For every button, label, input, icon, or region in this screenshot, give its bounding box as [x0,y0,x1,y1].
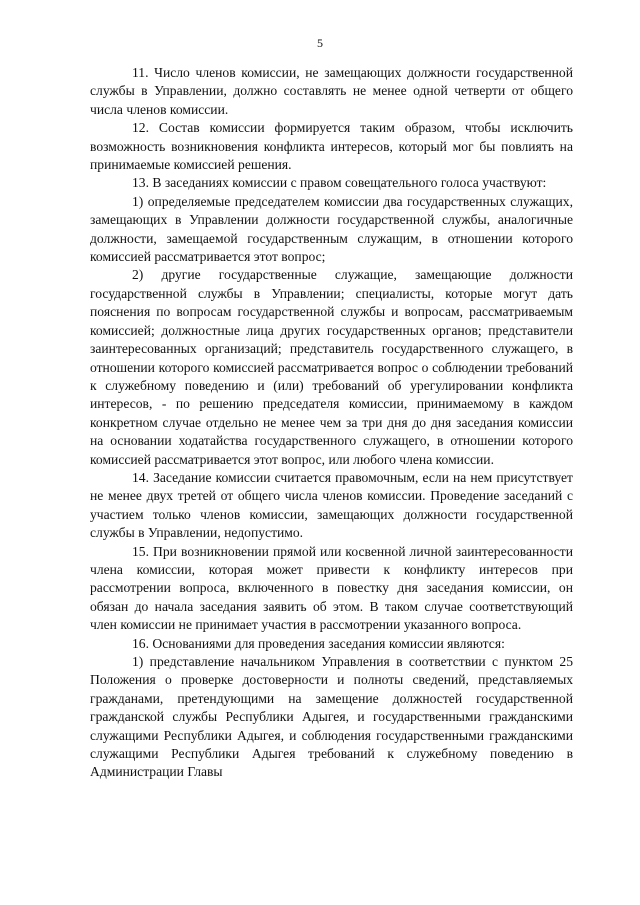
paragraph-15: 15. При возникновении прямой или косвенной личной заинтересованности члена комиссии, которая может привести к конфликту интересов при рассмотрении вопроса, включенного в повестку дня заседания комиссии, он обязан до начала заседания заявить об этом. В таком случае соответствующий член комиссии не принимает участия в рассмотрении указанного вопроса. [90,543,573,633]
paragraph-14: 14. Заседание комиссии считается правомочным, если на нем присутствует не менее двух третей от общего числа членов комиссии. Проведение заседаний с участием только членов комиссии, замещающих должности государственной службы в Управлении, недопустимо. [90,469,573,541]
paragraph-13-item-2: 2) другие государственные служащие, замещающие должности государственной службы в Управлении; специалисты, которые могут дать пояснения по вопросам государственной службы и вопросам, рассматриваемым комиссией; должностные лица других государственных органов; представители заинтересованных организаций; представитель государственного служащего, в отношении которого комиссией рассматривается вопрос о соблюдении требований к служебному поведению и (или) требований об урегулировании конфликта интересов, - по решению председателя комиссии, принимаемому в каждом конкретном случае отдельно не менее чем за три дня до дня заседания комиссии на основании ходатайства государственного служащего, в отношении которого комиссией рассматривается этот вопрос, или любого члена комиссии. [90,267,573,467]
page-number: 5 [317,36,323,50]
paragraph-16-item-1: 1) представление начальником Управления в соответствии с пунктом 25 Положения о проверке достоверности и полноты сведений, представляемых гражданами, претендующими на замещение должностей государственной гражданской службы Республики Адыгея, и государственными гражданскими служащими Республики Адыгея, и соблюдения государственными гражданскими служащими Республики Адыгея требований к служебному поведению в Администрации Главы [90,654,573,780]
document-body [90,64,573,782]
paragraph-13-item-1: 1) определяемые председателем комиссии два государственных служащих, замещающих в Управлении должности государственной службы, аналогичные должности, замещаемой государственным служащим, в отношении которого комиссией рассматривается этот вопрос; [90,193,573,265]
paragraph-13: 13. В заседаниях комиссии с правом совещательного голоса участвуют: [132,175,547,191]
paragraph-11: 11. Число членов комиссии, не замещающих должности государственной службы в Управлении, должно составлять не менее одной четверти от общего числа членов комиссии. [90,65,573,117]
paragraph-16: 16. Основаниями для проведения заседания комиссии являются: [132,635,505,651]
paragraph-12: 12. Состав комиссии формируется таким образом, чтобы исключить возможность возникновения конфликта интересов, который мог бы повлиять на принимаемые комиссией решения. [90,120,573,173]
